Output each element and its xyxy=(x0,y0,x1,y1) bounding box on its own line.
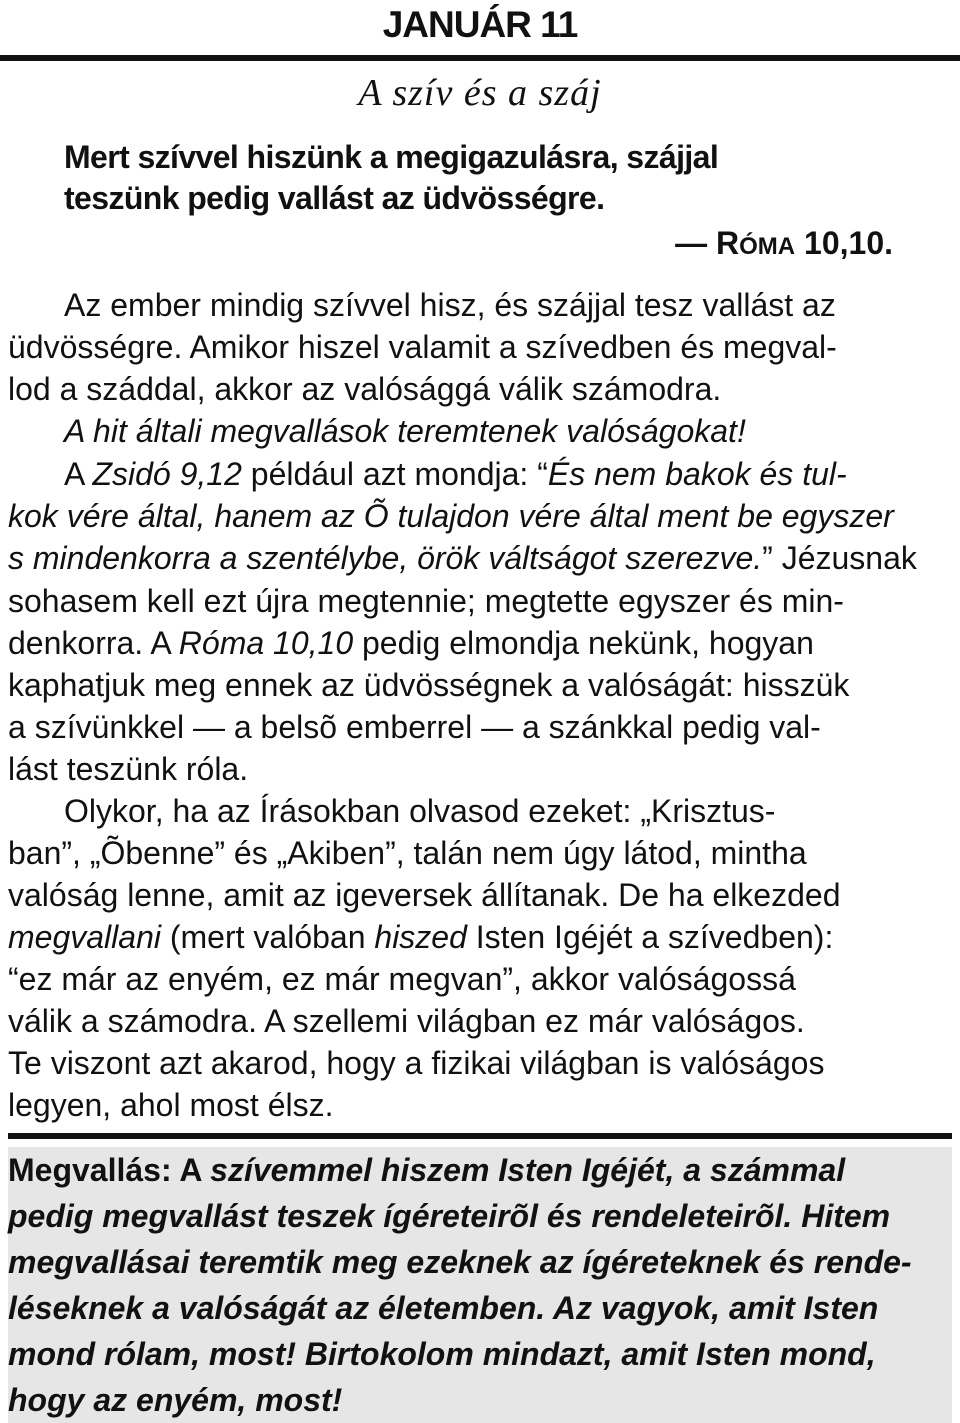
reference-book-initial: R xyxy=(716,225,740,261)
body-line: A hit általi megvallások teremtenek valóságokat! xyxy=(64,413,746,449)
body-line: “ez már az enyém, ez már megvan”, akkor valóságossá xyxy=(8,961,796,997)
body-line: Olykor, ha az Írásokban olvasod ezeket: „Krisztus- xyxy=(64,793,776,829)
confession-line: mond rólam, most! Birtokolom mindazt, amit Isten mond, xyxy=(8,1331,952,1377)
body-line: válik a számodra. A szellemi világban ez már valóságos. xyxy=(8,1003,805,1039)
body-line: Az ember mindig szívvel hisz, és szájjal tesz vallást az xyxy=(64,287,836,323)
body-line: sohasem kell ezt újra megtennie; megtette egyszer és min- xyxy=(8,583,844,619)
scripture-verse-line: teszünk pedig vallást az üdvösségre. xyxy=(64,180,605,216)
body-line: kaphatjuk meg ennek az üdvösségnek a valóságát: hisszük xyxy=(8,667,850,703)
body-line: A Zsidó 9,12 például azt mondja: “És nem bakok és tul- xyxy=(64,456,847,492)
reference-dash: — xyxy=(675,225,708,261)
reference-chapter: 10,10. xyxy=(804,225,893,261)
body-line: ban”, „Õbenne” és „Akiben”, talán nem úgy látod, mintha xyxy=(8,835,807,871)
confession-line: megvallásai teremtik meg ezeknek az ígéreteknek és rende- xyxy=(8,1239,952,1285)
body-line: legyen, ahol most élsz. xyxy=(8,1087,334,1123)
body-line: valóság lenne, amit az igeversek állítanak. De ha elkezded xyxy=(8,877,841,913)
body-line: üdvösségre. Amikor hiszel valamit a szívedben és megval- xyxy=(8,329,837,365)
header-divider xyxy=(0,55,960,61)
reference-book-rest: ÓMA xyxy=(739,233,796,260)
body-line: s mindenkorra a szentélybe, örök váltságot szerezve.” Jézusnak xyxy=(8,540,917,576)
body-line: megvallani (mert valóban hiszed Isten Igéjét a szívedben): xyxy=(8,919,834,955)
body-line: lod a száddal, akkor az valósággá válik számodra. xyxy=(8,371,722,407)
page-date: JANUÁR 11 xyxy=(382,4,578,45)
confession-line: pedig megvallást teszek ígéreteirõl és rendeleteirõl. Hitem xyxy=(8,1193,952,1239)
confession-line: Megvallás: A szívemmel hiszem Isten Igéjét, a számmal xyxy=(8,1147,952,1193)
body-line: denkorra. A Róma 10,10 pedig elmondja nekünk, hogyan xyxy=(8,625,814,661)
body-line: lást teszünk róla. xyxy=(8,751,249,787)
body-line: kok vére által, hanem az Õ tulajdon vére által ment be egyszer xyxy=(8,498,894,534)
body-line: a szívünkkel — a belsõ emberrel — a szánkkal pedig val- xyxy=(8,709,821,745)
scripture-verse-line: Mert szívvel hiszünk a megigazulásra, szájjal xyxy=(64,139,719,175)
confession-line: léseknek a valóságát az életemben. Az vagyok, amit Isten xyxy=(8,1285,952,1331)
scripture-reference xyxy=(0,222,893,268)
confession-divider xyxy=(8,1133,952,1139)
confession-label: Megvallás: A xyxy=(8,1152,211,1188)
page-title: A szív és a száj xyxy=(358,72,602,114)
confession-line: hogy az enyém, most! xyxy=(8,1377,952,1423)
body-line: Te viszont azt akarod, hogy a fizikai világban is valóságos xyxy=(8,1045,825,1081)
